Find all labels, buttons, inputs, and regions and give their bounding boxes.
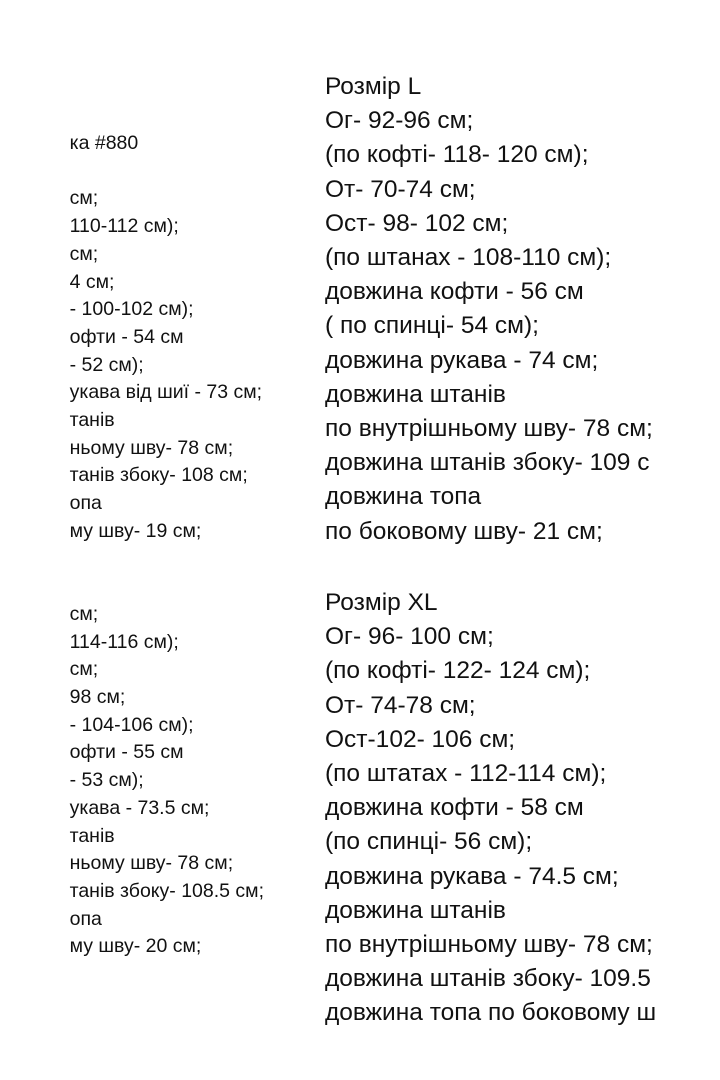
size-xl-block — [325, 586, 656, 1031]
left-column-line: - 53 см); — [69, 769, 144, 792]
size-l-heading: Розмір L — [325, 73, 422, 100]
left-column-line: см; — [69, 187, 99, 210]
size-l-line: От- 70-74 см; — [325, 175, 476, 203]
size-xl-line: довжина штанів — [325, 896, 506, 924]
left-column-line: ньому шву- 78 см; — [69, 436, 234, 459]
size-l-line: (по кофті- 118- 120 см); — [325, 141, 589, 169]
size-xl-line: От- 74-78 см; — [325, 691, 476, 719]
size-l-line: Ост- 98- 102 см; — [325, 209, 509, 237]
size-xl-line: Ост-102- 106 см; — [325, 725, 516, 753]
size-xl-line: довжина кофти - 58 см — [325, 794, 584, 822]
size-xl-line: (по спинці- 56 см); — [325, 828, 533, 856]
left-column-line — [70, 546, 264, 574]
size-l-line: (по штанах - 108-110 см); — [325, 244, 612, 272]
size-xl-line: довжина рукава - 74.5 см; — [325, 862, 619, 890]
left-column-line: 114-116 см); — [69, 630, 179, 653]
left-column-line: укава від шиї - 73 см; — [69, 381, 263, 404]
left-column-line: - 52 см); — [69, 353, 144, 376]
left-column-line — [70, 158, 264, 186]
left-column-line: му шву- 19 см; — [69, 519, 202, 542]
left-column-line: - 104-106 см); — [69, 713, 194, 736]
left-column-line: - 100-102 см); — [69, 298, 194, 321]
size-l-block — [325, 70, 653, 549]
left-column-line: му шву- 20 см; — [69, 935, 202, 958]
size-xl-line: довжина топа по боковому ш — [325, 999, 657, 1027]
left-column-line: 110-112 см); — [69, 215, 179, 238]
size-xl-line: по внутрішньому шву- 78 см; — [325, 931, 653, 959]
left-column-line: ка #880 — [69, 132, 139, 154]
size-xl-heading: Розмір XL — [325, 589, 438, 616]
left-column-line: 98 см; — [69, 686, 126, 709]
left-column-line: танів — [69, 409, 115, 432]
left-column-line: укава - 73.5 см; — [69, 796, 210, 819]
left-column-line: 4 см; — [69, 270, 115, 293]
size-l-line: довжина штанів збоку- 109 с — [325, 449, 650, 477]
left-column-line: офти - 55 см — [69, 741, 184, 764]
left-column-line: офти - 54 см — [69, 325, 184, 348]
size-xl-line: Ог- 96- 100 см; — [325, 623, 494, 651]
left-column-line: танів збоку- 108 см; — [69, 464, 248, 487]
size-l-line: по боковому шву- 21 см; — [325, 517, 603, 545]
size-l-line: довжина штанів — [325, 380, 506, 408]
size-xl-line: (по кофті- 122- 124 см); — [325, 657, 591, 685]
size-xl-line: довжина штанів збоку- 109.5 — [325, 965, 651, 993]
left-column-line: см; — [69, 242, 99, 265]
left-column-line: см; — [69, 602, 99, 625]
left-column-line: ньому шву- 78 см; — [69, 852, 234, 875]
left-column-line: танів збоку- 108.5 см; — [69, 879, 264, 902]
size-l-line: Ог- 92-96 см; — [325, 107, 474, 135]
left-column-line: опа — [69, 492, 102, 515]
left-size-column — [70, 130, 264, 961]
size-l-line: по внутрішньому шву- 78 см; — [325, 415, 653, 443]
size-l-line: ( по спинці- 54 см); — [325, 312, 539, 340]
size-l-line: довжина рукава - 74 см; — [325, 346, 599, 374]
left-column-line: см; — [69, 658, 99, 681]
left-column-line — [70, 573, 264, 601]
size-l-line: довжина топа — [325, 483, 482, 511]
left-column-line: опа — [69, 907, 102, 930]
size-xl-line: (по штатах - 112-114 см); — [325, 760, 607, 788]
left-column-line: танів — [69, 824, 115, 847]
size-l-line: довжина кофти - 56 см — [325, 278, 584, 306]
